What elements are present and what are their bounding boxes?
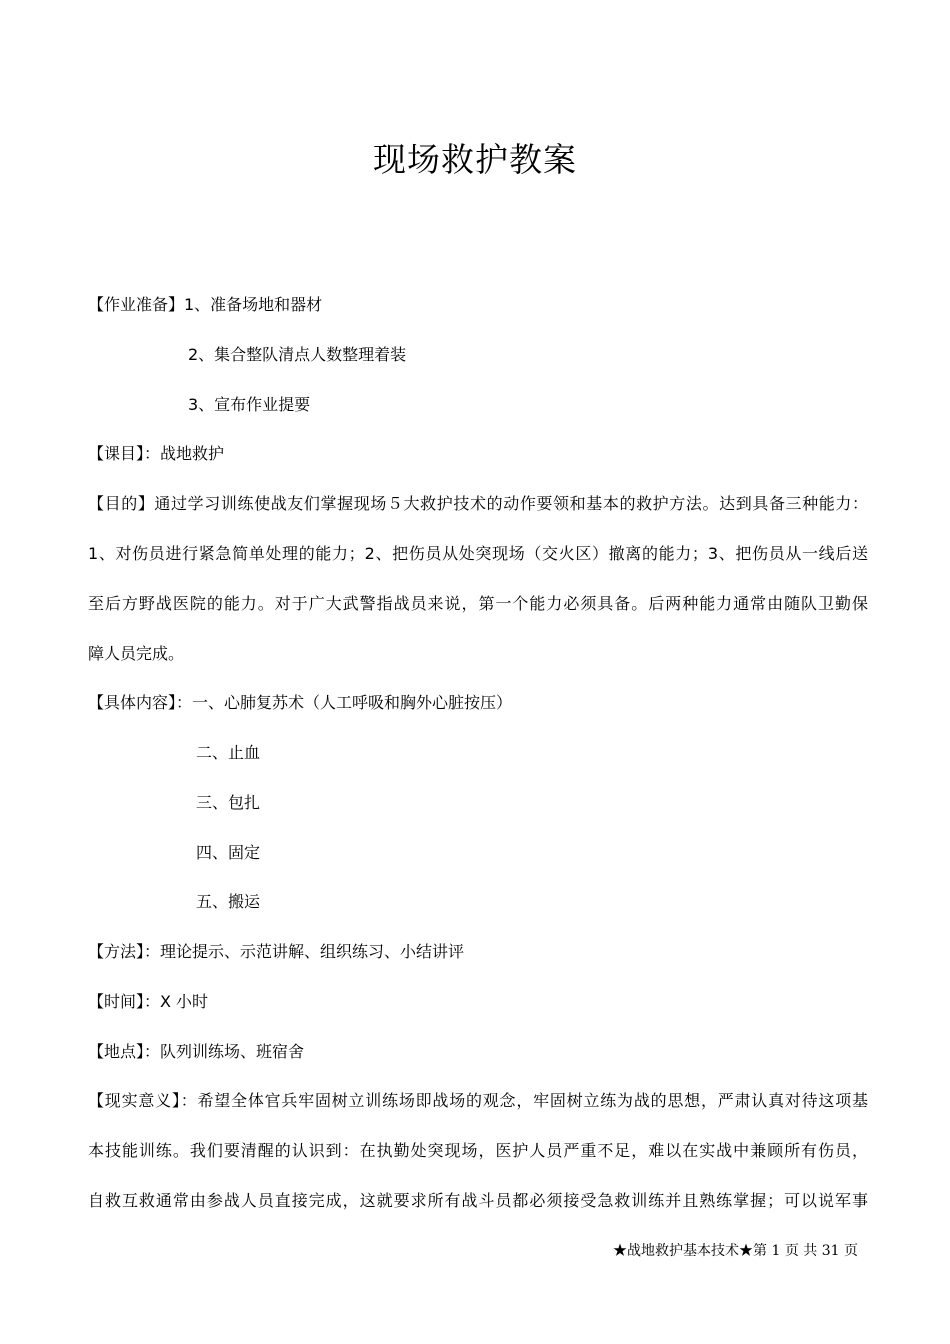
significance-line-2: 本技能训练。我们要清醒的认识到：在执勤处突现场，医护人员严重不足，难以在实战中兼顾所有伤员， bbox=[88, 1141, 868, 1160]
time-line: 【时间】：X 小时 bbox=[88, 992, 209, 1011]
method-line: 【方法】：理论提示、示范讲解、组织练习、小结讲评 bbox=[88, 942, 465, 961]
prep-line-2: 2、集合整队清点人数整理着装 bbox=[188, 345, 407, 364]
content-line-2: 二、止血 bbox=[196, 743, 261, 762]
purpose-line-1: 【目的】通过学习训练使战友们掌握现场５大救护技术的动作要领和基本的救护方法。达到具备三种能力： bbox=[88, 494, 868, 513]
content-line-5: 五、搬运 bbox=[196, 892, 261, 911]
purpose-line-2: 1、对伤员进行紧急简单处理的能力；2、把伤员从处突现场（交火区）撤离的能力；3、把伤员从一线后送 bbox=[88, 544, 868, 563]
page-title: 现场救护教案 bbox=[373, 140, 577, 179]
significance-line-1: 【现实意义】：希望全体官兵牢固树立训练场即战场的观念，牢固树立练为战的思想，严肃认真对待这项基 bbox=[88, 1091, 868, 1110]
content-line-4: 四、固定 bbox=[196, 843, 261, 862]
purpose-line-4: 障人员完成。 bbox=[88, 644, 185, 663]
prep-line-1: 【作业准备】1、准备场地和器材 bbox=[88, 295, 323, 314]
significance-line-3: 自救互救通常由参战人员直接完成，这就要求所有战斗员都必须接受急救训练并且熟练掌握；可以说军事 bbox=[88, 1191, 868, 1210]
page-footer: ★战地救护基本技术★第 1 页 共 31 页 bbox=[613, 1243, 858, 1259]
location-line: 【地点】：队列训练场、班宿舍 bbox=[88, 1042, 305, 1061]
prep-line-3: 3、宣布作业提要 bbox=[188, 395, 311, 414]
purpose-line-3: 至后方野战医院的能力。对于广大武警指战员来说，第一个能力必须具备。后两种能力通常由随队卫勤保 bbox=[88, 594, 868, 613]
content-line-3: 三、包扎 bbox=[196, 793, 261, 812]
subject-line: 【课目】：战地救护 bbox=[88, 444, 225, 463]
content-line-1: 【具体内容】：一、心肺复苏术（人工呼吸和胸外心脏按压） bbox=[88, 693, 513, 712]
